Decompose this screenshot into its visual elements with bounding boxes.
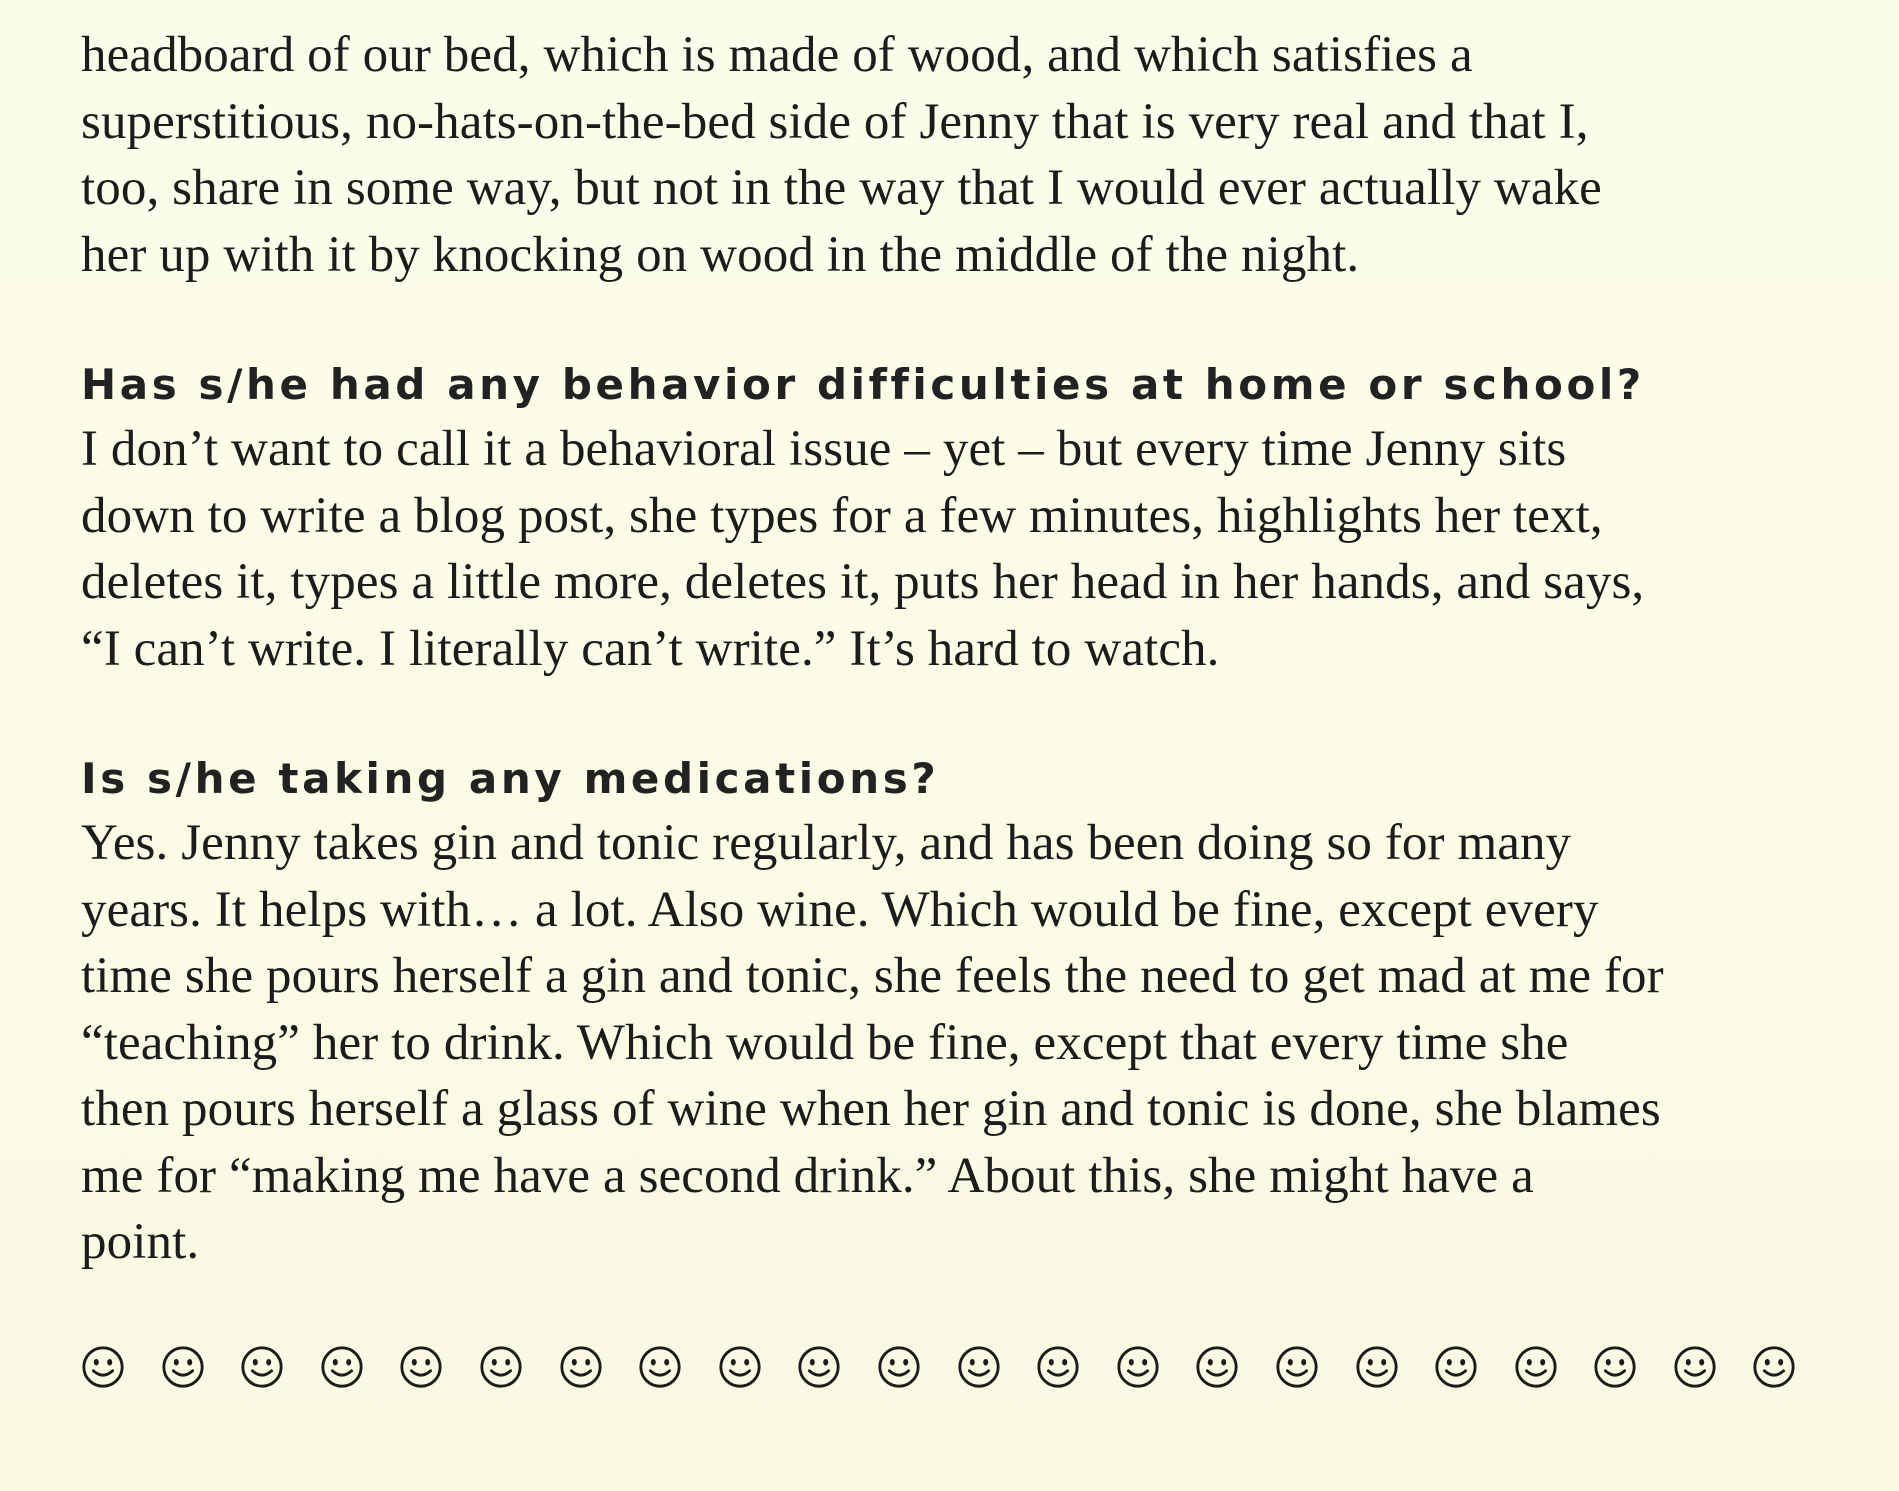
- question-heading-medications: Is s/he taking any medications?: [81, 754, 940, 803]
- smiley-face-icon: [160, 1344, 206, 1390]
- text-line: her up with it by knocking on wood in the middle of the night.: [81, 226, 1360, 283]
- smiley-face-icon: [1672, 1344, 1718, 1390]
- smiley-face-icon: [717, 1344, 763, 1390]
- smiley-face-icon: [796, 1344, 842, 1390]
- smiley-face-icon: [558, 1344, 604, 1390]
- paragraph-spacer: [81, 682, 1881, 748]
- section-medications: [81, 748, 1881, 1276]
- smiley-face-icon: [1513, 1344, 1559, 1390]
- text-line: headboard of our bed, which is made of wood, and which satisfies a: [81, 27, 1473, 83]
- smiley-face-icon: [80, 1344, 126, 1390]
- smiley-face-icon: [1592, 1344, 1638, 1390]
- smiley-face-icon: [319, 1344, 365, 1390]
- smiley-face-icon: [1354, 1344, 1400, 1390]
- smiley-face-icon: [956, 1344, 1002, 1390]
- text-line: time she pours herself a gin and tonic, she feels the need to get mad at me for: [81, 948, 1664, 1004]
- section-behavior: [81, 354, 1881, 682]
- text-line: Yes. Jenny takes gin and tonic regularly, and has been doing so for many: [81, 815, 1572, 871]
- smiley-face-icon: [637, 1344, 683, 1390]
- smiley-face-icon: [1751, 1344, 1797, 1390]
- question-heading-behavior: Has s/he had any behavior difficulties at home or school?: [81, 360, 1645, 409]
- text-line: superstitious, no-hats-on-the-bed side of Jenny that is very real and that I,: [81, 93, 1589, 150]
- paragraph-top: [81, 22, 1881, 288]
- text-line: too, share in some way, but not in the way that I would ever actually wake: [81, 160, 1602, 216]
- smiley-face-icon: [1035, 1344, 1081, 1390]
- smiley-face-icon: [478, 1344, 524, 1390]
- smiley-face-icon: [1115, 1344, 1161, 1390]
- text-column: [81, 22, 1881, 1276]
- paragraph-spacer: [81, 288, 1881, 354]
- smiley-face-icon: [876, 1344, 922, 1390]
- text-line: “teaching” her to drink. Which would be fine, except that every time she: [81, 1014, 1569, 1071]
- text-line: point.: [81, 1214, 200, 1270]
- smiley-divider: [80, 1344, 1797, 1400]
- text-line: I don’t want to call it a behavioral issue – yet – but every time Jenny sits: [81, 421, 1567, 477]
- text-line: deletes it, types a little more, deletes it, puts her head in her hands, and says,: [81, 554, 1645, 610]
- text-line: “I can’t write. I literally can’t write.” It’s hard to watch.: [81, 620, 1220, 677]
- smiley-face-icon: [239, 1344, 285, 1390]
- text-line: years. It helps with… a lot. Also wine. Which would be fine, except every: [81, 881, 1599, 938]
- text-line: me for “making me have a second drink.” About this, she might have a: [81, 1147, 1534, 1204]
- text-line: then pours herself a glass of wine when her gin and tonic is done, she blames: [81, 1081, 1661, 1137]
- text-line: down to write a blog post, she types for a few minutes, highlights her text,: [81, 487, 1603, 544]
- smiley-face-icon: [398, 1344, 444, 1390]
- smiley-face-icon: [1433, 1344, 1479, 1390]
- smiley-face-icon: [1194, 1344, 1240, 1390]
- smiley-face-icon: [1274, 1344, 1320, 1390]
